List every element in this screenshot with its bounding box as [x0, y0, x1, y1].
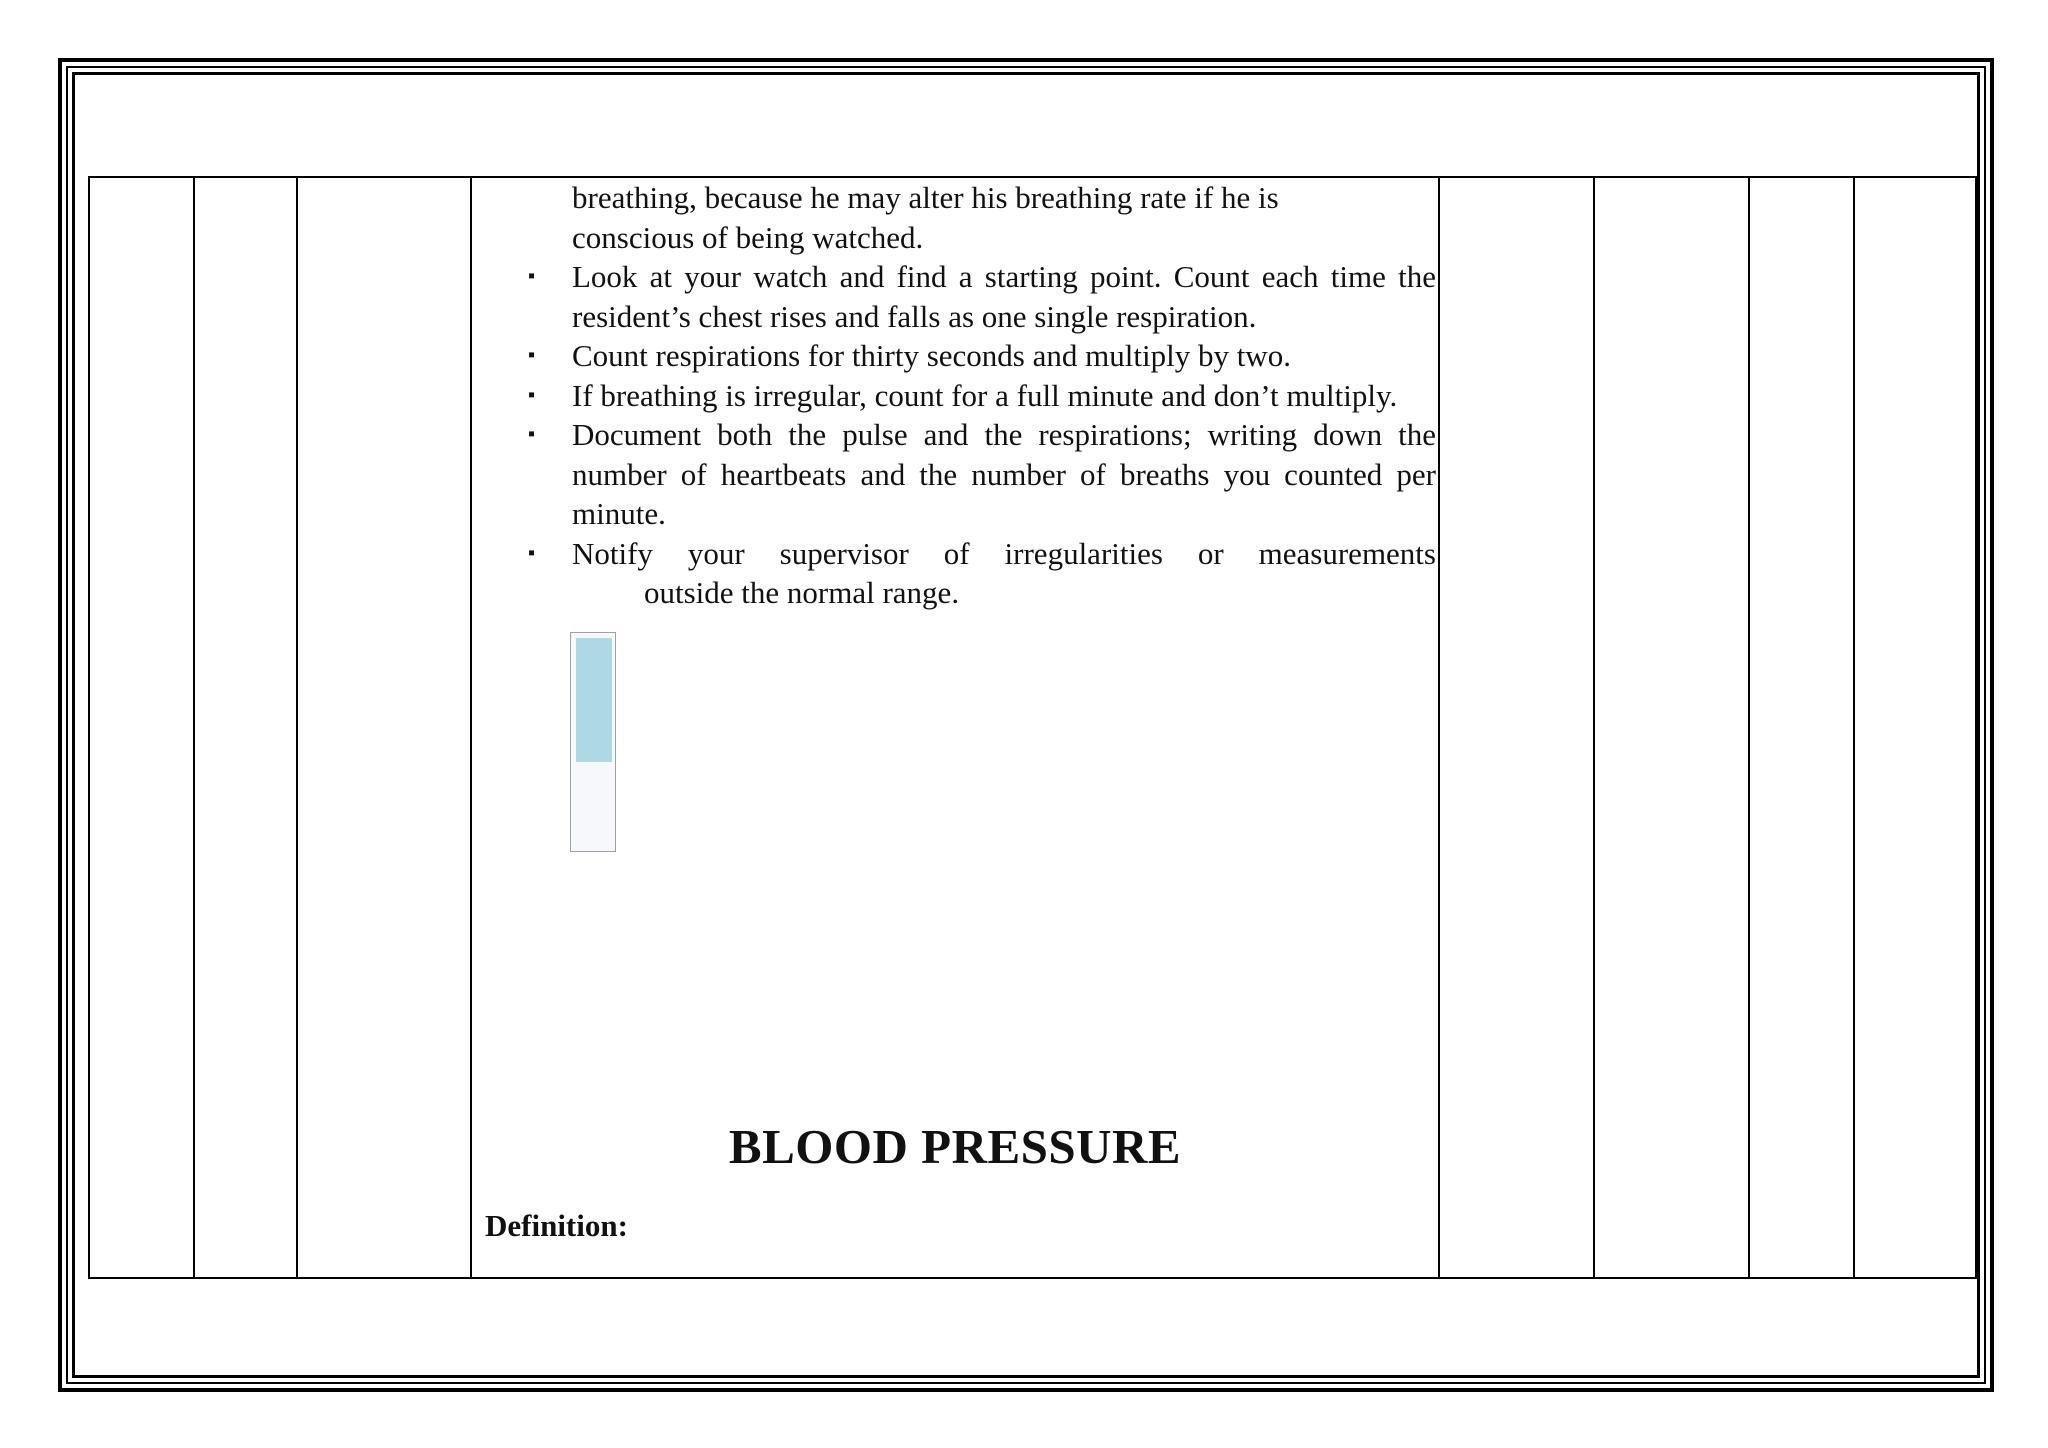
table-column-divider	[296, 178, 298, 1277]
procedure-steps	[528, 178, 1436, 613]
table-column-divider	[193, 178, 195, 1277]
list-item	[528, 376, 1436, 416]
table-column-divider	[1593, 178, 1595, 1277]
list-item	[528, 336, 1436, 376]
section-heading: BLOOD PRESSURE	[728, 1119, 1182, 1174]
bullet-icon: ▪	[528, 383, 536, 406]
list-item	[528, 257, 1436, 336]
definition-label: Definition:	[485, 1208, 628, 1243]
embedded-scrollbar[interactable]	[570, 632, 616, 852]
scrollbar-thumb[interactable]	[576, 638, 612, 762]
list-item-text: If breathing is irregular, count for a full minute and don’t multiply.	[572, 377, 1398, 413]
list-item-text: Notify your supervisor of irregularities or measurements	[572, 535, 1436, 571]
bullet-icon: ▪	[528, 541, 536, 564]
procedure-table	[88, 176, 1977, 1279]
list-item	[528, 534, 1436, 613]
list-item	[528, 415, 1436, 534]
bullet-icon: ▪	[528, 265, 536, 287]
table-column-divider	[1853, 178, 1855, 1277]
table-column-divider	[1748, 178, 1750, 1277]
continuation-line: conscious of being watched.	[572, 219, 924, 255]
list-item-text: Count respirations for thirty seconds and multiply by two.	[572, 338, 1291, 373]
procedure-content-cell	[472, 178, 1438, 1277]
bullet-icon: ▪	[528, 344, 536, 366]
list-item-text-continuation: outside the normal range.	[644, 575, 960, 610]
continuation-line: breathing, because he may alter his breathing rate if he is	[572, 180, 1279, 215]
continuation-text	[572, 178, 1436, 257]
list-item-text: Document both the pulse and the respirations; writing down the number of heartbeats and the number of breaths you counted per minute.	[572, 417, 1436, 531]
list-item-text: Look at your watch and find a starting point. Count each time the resident’s chest rises and falls as one single respiration.	[572, 259, 1436, 334]
table-column-divider	[1438, 178, 1440, 1277]
bullet-icon: ▪	[528, 423, 536, 445]
